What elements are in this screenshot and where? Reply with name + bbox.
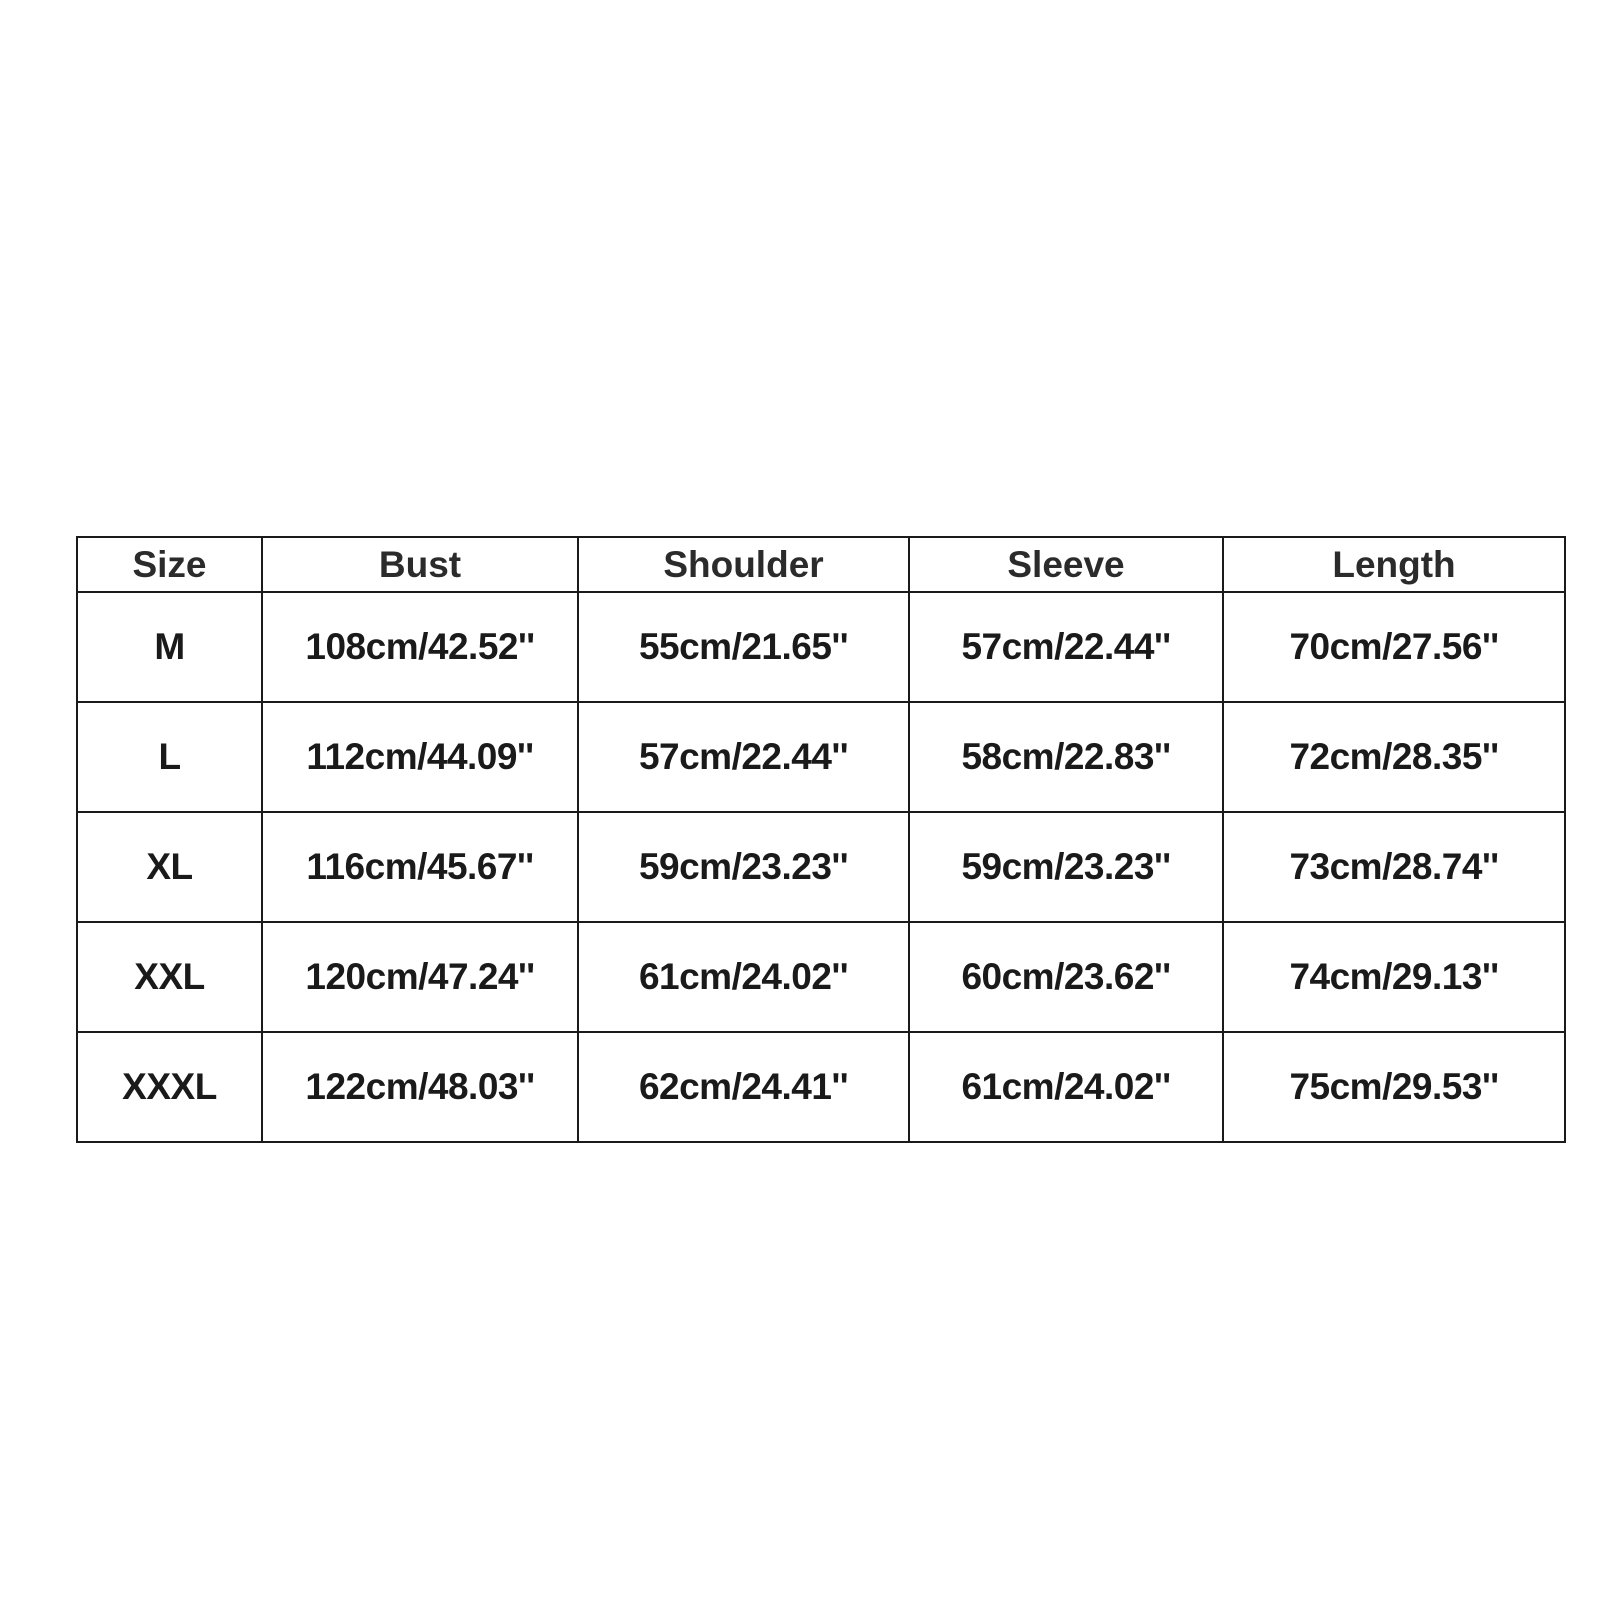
cell-bust: 108cm/42.52''	[262, 592, 578, 702]
cell-length: 73cm/28.74''	[1223, 812, 1565, 922]
cell-size: L	[77, 702, 262, 812]
cell-shoulder: 61cm/24.02''	[578, 922, 909, 1032]
size-chart-table	[76, 536, 1566, 1143]
cell-bust: 116cm/45.67''	[262, 812, 578, 922]
header-row	[77, 537, 1565, 592]
cell-bust: 112cm/44.09''	[262, 702, 578, 812]
size-chart-body	[77, 592, 1565, 1142]
cell-size: M	[77, 592, 262, 702]
cell-sleeve: 61cm/24.02''	[909, 1032, 1223, 1142]
header-size: Size	[77, 537, 262, 592]
table-row	[77, 592, 1565, 702]
cell-sleeve: 58cm/22.83''	[909, 702, 1223, 812]
header-shoulder: Shoulder	[578, 537, 909, 592]
cell-size: XXXL	[77, 1032, 262, 1142]
header-length: Length	[1223, 537, 1565, 592]
cell-length: 72cm/28.35''	[1223, 702, 1565, 812]
cell-shoulder: 62cm/24.41''	[578, 1032, 909, 1142]
cell-shoulder: 59cm/23.23''	[578, 812, 909, 922]
cell-sleeve: 57cm/22.44''	[909, 592, 1223, 702]
table-row	[77, 922, 1565, 1032]
cell-size: XL	[77, 812, 262, 922]
cell-shoulder: 57cm/22.44''	[578, 702, 909, 812]
table-row	[77, 1032, 1565, 1142]
cell-length: 74cm/29.13''	[1223, 922, 1565, 1032]
cell-length: 70cm/27.56''	[1223, 592, 1565, 702]
table-row	[77, 702, 1565, 812]
header-sleeve: Sleeve	[909, 537, 1223, 592]
size-chart-header	[77, 537, 1565, 592]
header-bust: Bust	[262, 537, 578, 592]
cell-length: 75cm/29.53''	[1223, 1032, 1565, 1142]
cell-sleeve: 59cm/23.23''	[909, 812, 1223, 922]
table-row	[77, 812, 1565, 922]
cell-shoulder: 55cm/21.65''	[578, 592, 909, 702]
cell-size: XXL	[77, 922, 262, 1032]
cell-bust: 120cm/47.24''	[262, 922, 578, 1032]
cell-sleeve: 60cm/23.62''	[909, 922, 1223, 1032]
cell-bust: 122cm/48.03''	[262, 1032, 578, 1142]
